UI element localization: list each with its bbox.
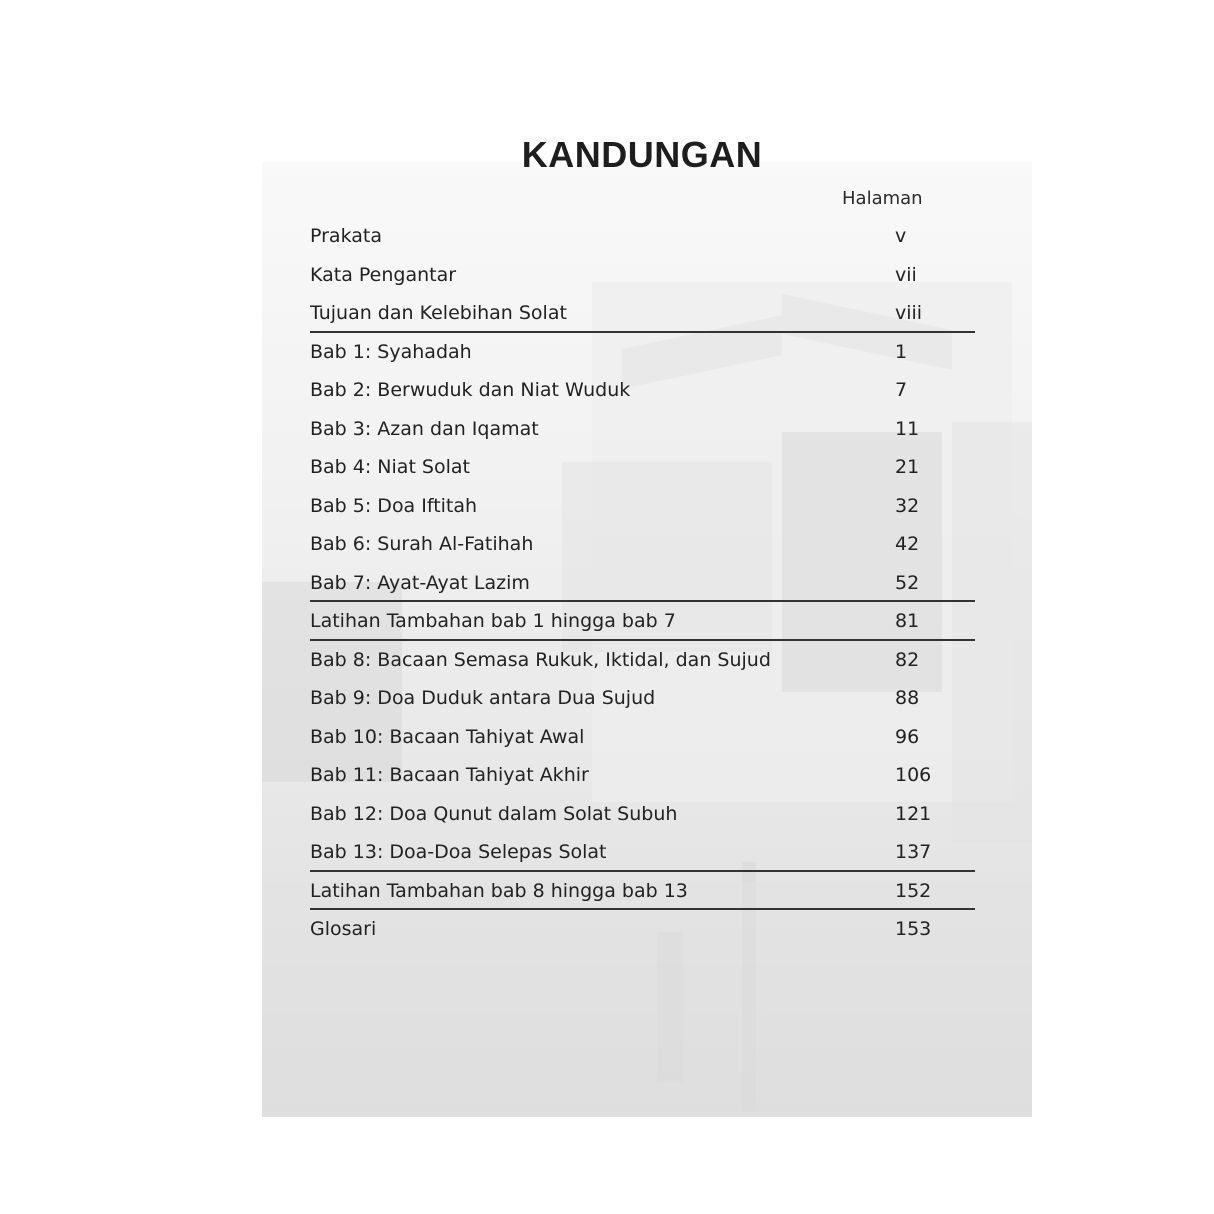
page-title: KANDUNGAN [521, 134, 763, 175]
toc-entry-title: Bab 2: Berwuduk dan Niat Wuduk [310, 379, 631, 401]
toc-entry-title: Bab 6: Surah Al-Fatihah [310, 533, 534, 555]
toc-entry-title: Bab 7: Ayat-Ayat Lazim [310, 571, 530, 594]
toc-entry-title: Latihan Tambahan bab 8 hingga bab 13 [310, 879, 688, 902]
toc-entry-page-number: 153 [895, 918, 932, 940]
page-column-header: Halaman [842, 188, 923, 209]
toc-entry-title: Bab 12: Doa Qunut dalam Solat Subuh [310, 802, 678, 825]
toc-entry-title: Bab 1: Syahadah [310, 340, 472, 363]
toc-entry-page-number: vii [895, 263, 917, 286]
toc-entry-title: Bab 3: Azan dan Iqamat [310, 417, 539, 440]
toc-entry-page-number: 52 [895, 571, 920, 594]
toc-entry-page-number: 11 [895, 417, 920, 440]
toc-entry-page-number: v [895, 225, 907, 247]
toc-entry-page-number: 1 [895, 340, 908, 363]
toc-entry-title: Kata Pengantar [310, 263, 457, 286]
toc-entry [310, 679, 975, 718]
toc-entry-title: Prakata [310, 225, 382, 247]
toc-entry [310, 294, 975, 333]
toc-entry [310, 795, 975, 834]
toc-entry-title: Tujuan dan Kelebihan Solat [310, 302, 567, 324]
toc-entry [310, 256, 975, 295]
toc-entry [310, 641, 975, 680]
toc-entry-title: Bab 9: Doa Duduk antara Dua Sujud [310, 687, 656, 709]
toc-entry-page-number: 42 [895, 533, 920, 555]
toc-entry-page-number: 137 [895, 841, 932, 863]
toc-entry [310, 217, 975, 256]
toc-entry [310, 564, 975, 603]
toc-entry-page-number: 106 [895, 764, 932, 786]
toc-entry [310, 333, 975, 372]
toc-entry [310, 371, 975, 410]
toc-entry-page-number: 82 [895, 648, 920, 671]
toc-entry [310, 487, 975, 526]
toc-entry-page-number: 21 [895, 456, 920, 478]
toc-entry [310, 410, 975, 449]
toc-entry [310, 872, 975, 911]
toc-entry-page-number: 152 [895, 879, 932, 902]
toc-entry-title: Bab 10: Bacaan Tahiyat Awal [310, 725, 585, 748]
toc-entry-title: Bab 4: Niat Solat [310, 456, 470, 478]
toc-entry-page-number: 81 [895, 610, 920, 632]
toc-entry [310, 756, 975, 795]
toc-entry-page-number: 7 [895, 379, 908, 401]
toc-entry [310, 718, 975, 757]
toc-entry-page-number: 88 [895, 687, 920, 709]
toc-entry [310, 525, 975, 564]
toc-entry-page-number: 32 [895, 494, 920, 517]
toc-entry-title: Bab 8: Bacaan Semasa Rukuk, Iktidal, dan Sujud [310, 648, 771, 671]
toc-entry-title: Bab 5: Doa Iftitah [310, 494, 478, 517]
toc-entry [310, 448, 975, 487]
toc-entry-title: Bab 11: Bacaan Tahiyat Akhir [310, 764, 589, 786]
table-of-contents [310, 217, 975, 949]
toc-entry-page-number: viii [895, 302, 923, 324]
toc-entry-title: Glosari [310, 918, 377, 940]
toc-entry-title: Bab 13: Doa-Doa Selepas Solat [310, 841, 607, 863]
toc-entry-page-number: 121 [895, 802, 932, 825]
toc-entry [310, 910, 975, 949]
toc-entry-title: Latihan Tambahan bab 1 hingga bab 7 [310, 610, 676, 632]
toc-entry-page-number: 96 [895, 725, 920, 748]
toc-entry [310, 602, 975, 641]
toc-entry [310, 833, 975, 872]
